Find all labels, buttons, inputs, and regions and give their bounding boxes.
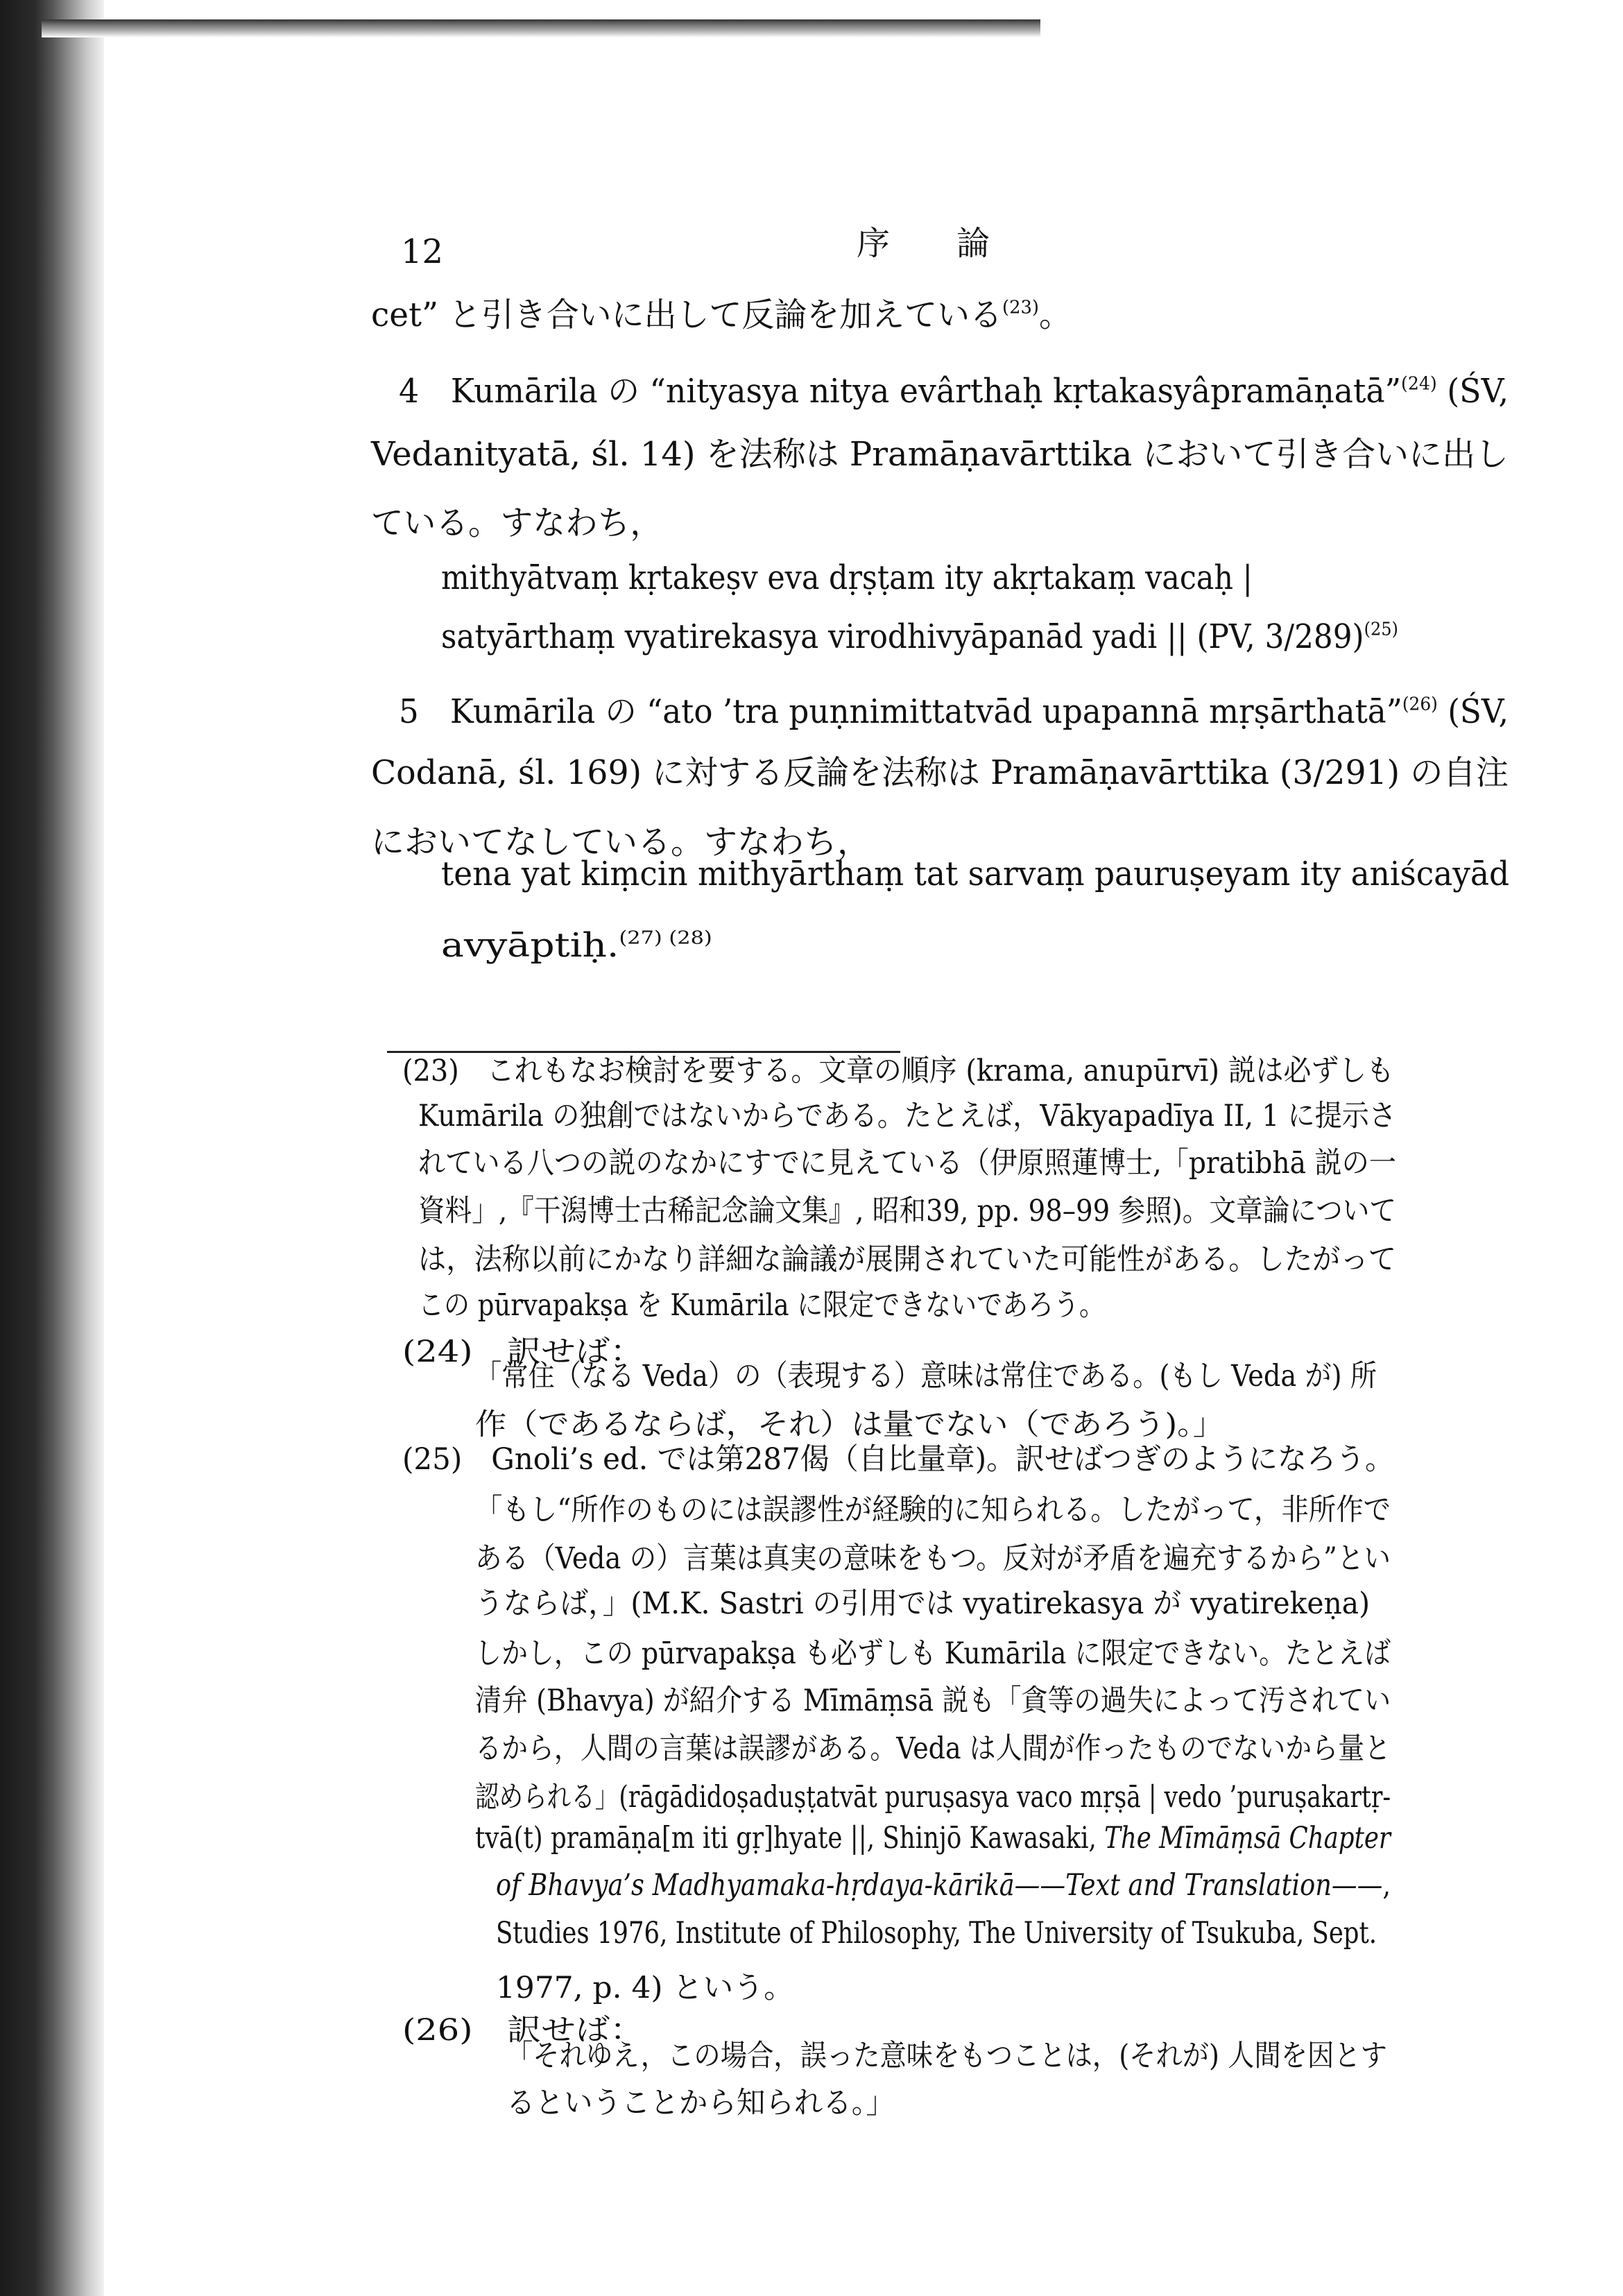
footnote-line: しかし，この pūrvapakṣa も必ずしも Kumārila に限定できない。たとえば (475, 1636, 1391, 1671)
body-line: Vedanityatā, śl. 14) を法称は Pramāṇavārttika において引き合いに出し (371, 435, 1509, 474)
quoted-verse-line: satyārthaṃ vyatirekasya virodhivyāpanād yadi || (PV, 3/289)$^{(25)}$ (441, 617, 1398, 656)
footnote-line: 1977, p. 4) という。 (496, 1971, 794, 2005)
scan-top-edge (42, 19, 1040, 37)
footnote-line: (25) Gnoli’s ed. では第287偈（自比量章)。訳せばつぎのようになろう。 (402, 1442, 1395, 1477)
footnote-line: (24) 訳せば： (402, 1335, 644, 1369)
footnote-line: 清弁 (Bhavya) が紹介する Mīmāṃsā 説も「貪等の過失によって汚されてい (475, 1684, 1391, 1718)
footnote-line: Kumārila の独創ではないからである。たとえば，Vākyapadīya II, 1 に提示さ (418, 1099, 1396, 1133)
footnote-line: 認められる」(rāgādidoṣaduṣṭatvāt puruṣasya vaco mṛṣā | vedo ’puruṣakartṛ- (475, 1780, 1391, 1815)
footnote-line: るということから知られる。」 (506, 2086, 895, 2121)
quoted-verse-line: tena yat kiṃcin mithyārthaṃ tat sarvaṃ pauruṣeyam ity aniścayād (441, 855, 1510, 893)
footnote-line: Studies 1976, Institute of Philosophy, The University of Tsukuba, Sept. (496, 1916, 1377, 1951)
scan-binding-shadow (0, 0, 104, 2296)
body-line: 4 Kumārila の “nityasya nitya evârthaḥ kṛtakasyâpramāṇatā”$^{(24)}$ (ŚV, (399, 372, 1509, 411)
footnote-line: れている八つの説のなかにすでに見えている（伊原照蓮博士,「pratibhā 説の一 (418, 1146, 1396, 1181)
footnote-line: るから，人間の言葉は誤謬がある。Veda は人間が作ったものでないから量と (475, 1731, 1391, 1766)
body-line: 5 Kumārila の “ato ’tra puṇnimittatvād upapannā mṛṣārthatā”$^{(26)}$ (ŚV, (399, 692, 1509, 731)
running-title: 序 論 (857, 224, 990, 263)
footnote-line: (26) 訳せば： (402, 2013, 644, 2048)
footnote-line: 作（であるならば，それ）は量でない（であろう)。」 (475, 1407, 1224, 1442)
footnote-line: (23) これもなお検討を要する。文章の順序 (krama, anupūrvī) 説は必ずしも (402, 1054, 1395, 1088)
footnote-line: 「常住（なる Veda）の（表現する）意味は常住である。(もし Veda が) 所 (475, 1359, 1377, 1394)
footnote-line: of Bhavya’s Madhyamaka-hṛdaya-kārikā——Text and Translation——, (496, 1868, 1391, 1903)
footnote-line: tvā(t) pramāṇa[m iti gṛ]hyate ||, Shinjō Kawasaki, The Mīmāṃsā Chapter (475, 1821, 1391, 1856)
body-line: においてなしている。すなわち， (371, 823, 871, 862)
body-line: ている。すなわち， (371, 504, 663, 542)
footnote-line: 「もし“所作のものには誤謬性が経験的に知られる。したがって，非所作で (475, 1493, 1391, 1527)
quoted-verse-line: avyāptiḥ.$^{(27) (28)}$ (441, 926, 712, 965)
footnote-line: うならば，」(M.K. Sastri の引用では vyatirekasya が vyatirekeṇa) (475, 1586, 1371, 1621)
footnote-line: 「それゆえ，この場合，誤った意味をもつことは，(それが) 人間を因とす (506, 2039, 1387, 2073)
body-line: cet” と引き合いに出して反論を加えている$^{(23)}$。 (371, 295, 1072, 334)
footnote-line: 資料」,『干潟博士古稀記念論文集』, 昭和39, pp. 98–99 参照)。文章論について (418, 1194, 1396, 1228)
page-number: 12 (401, 232, 444, 271)
footnote-line: は，法称以前にかなり詳細な論議が展開されていた可能性がある。したがって (418, 1242, 1397, 1277)
footnote-line: この pūrvapakṣa を Kumārila に限定できないであろう。 (418, 1288, 1105, 1323)
footnote-line: ある（Veda の）言葉は真実の意味をもつ。反対が矛盾を遍充するから”とい (475, 1541, 1391, 1576)
quoted-verse-line: mithyātvaṃ kṛtakeṣv eva dṛṣṭam ity akṛtakaṃ vacaḥ | (441, 558, 1253, 597)
body-line: Codanā, śl. 169) に対する反論を法称は Pramāṇavārttika (3/291) の自注 (371, 753, 1509, 792)
